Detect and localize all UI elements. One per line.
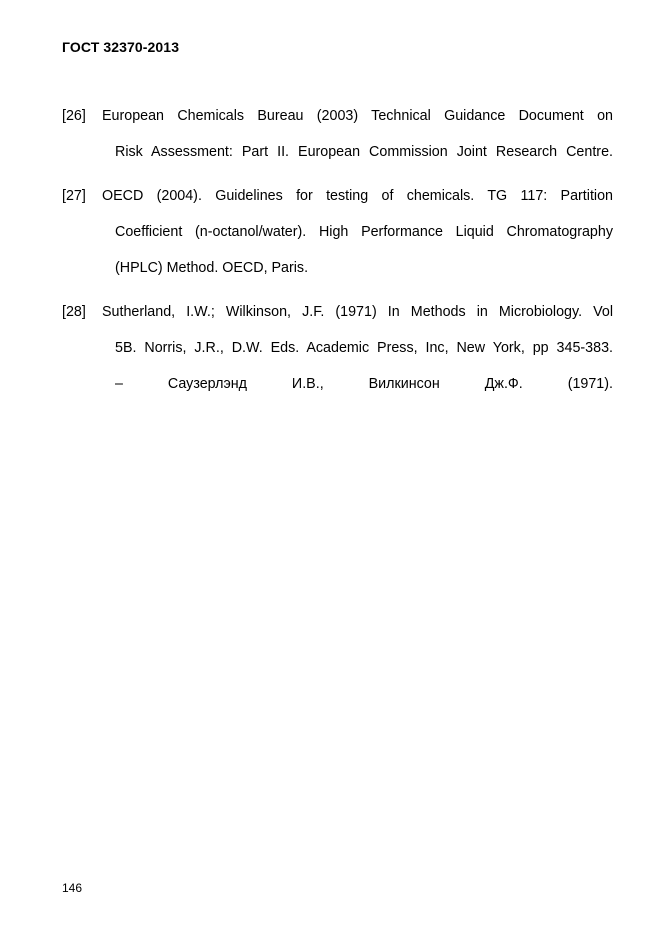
reference-line: (HPLC) Method. OECD, Paris.: [115, 260, 309, 276]
reference-line: Risk Assessment: Part II. European Commission Joint Research Centre.: [115, 144, 613, 160]
reference-line: 5B. Norris, J.R., D.W. Eds. Academic Press, Inc, New York, pp 345-383.: [115, 340, 613, 356]
reference-26: [62, 98, 613, 170]
reference-line: Coefficient (n-octanol/water). High Performance Liquid Chromatography: [115, 224, 613, 240]
reference-number: [27]: [62, 188, 86, 204]
reference-line: – Саузерлэнд И.В., Вилкинсон Дж.Ф. (1971).: [115, 376, 613, 392]
page-number: 146: [62, 881, 83, 895]
reference-27: [62, 178, 613, 286]
reference-number: [28]: [62, 304, 86, 320]
reference-list: [62, 98, 613, 410]
reference-28: [62, 294, 613, 402]
reference-line: European Chemicals Bureau (2003) Technical Guidance Document on: [102, 108, 613, 124]
reference-line: OECD (2004). Guidelines for testing of chemicals. TG 117: Partition: [102, 188, 613, 204]
document-header: ГОСТ 32370-2013: [62, 39, 180, 55]
reference-line: Sutherland, I.W.; Wilkinson, J.F. (1971) In Methods in Microbiology. Vol: [102, 304, 613, 320]
reference-number: [26]: [62, 108, 86, 124]
